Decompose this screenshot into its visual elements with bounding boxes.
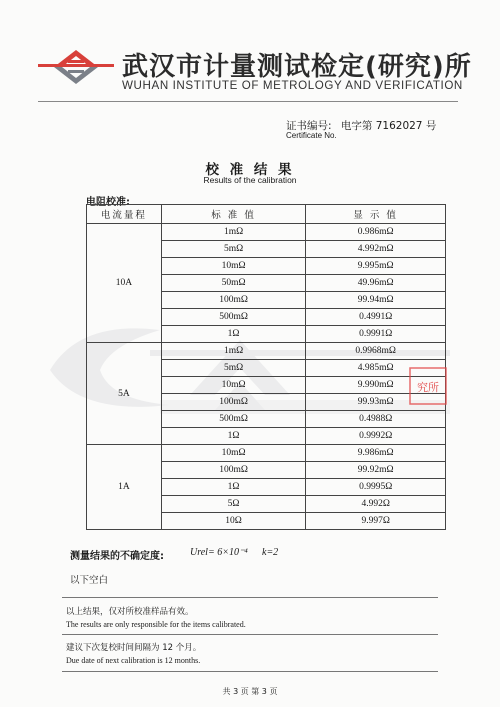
coverage-factor: k=2 [262, 547, 279, 558]
cert-no-label-en: Certificate No. [286, 131, 337, 140]
standard-cell: 100mΩ [161, 394, 306, 411]
display-cell: 49.96mΩ [306, 275, 446, 292]
blank-below-note: 以下空白 [70, 575, 109, 586]
institute-logo-icon [38, 46, 114, 88]
range-cell: 1A [87, 445, 162, 530]
display-cell: 9.995mΩ [306, 258, 446, 275]
uncertainty-label: 测量结果的不确定度: [70, 551, 164, 562]
validity-note-cn: 以上结果，仅对所校准样品有效。 [66, 607, 194, 617]
standard-cell: 10mΩ [161, 377, 306, 394]
display-cell: 99.94mΩ [306, 292, 446, 309]
standard-cell: 5mΩ [161, 241, 306, 258]
next-calibration-en: Due date of next calibration is 12 months. [66, 656, 201, 665]
institute-name-cn: 武汉市计量测试检定(研究)所 [122, 52, 472, 82]
standard-cell: 5mΩ [161, 360, 306, 377]
standard-cell: 1Ω [161, 326, 306, 343]
uncertainty-value: Urel= 6×10⁻⁴ [190, 547, 248, 558]
section-label: 电阻校准: [86, 197, 130, 208]
standard-cell: 50mΩ [161, 275, 306, 292]
standard-cell: 5Ω [161, 496, 306, 513]
display-cell: 0.4988Ω [306, 411, 446, 428]
header-divider [38, 101, 458, 102]
notes-divider-mid [62, 634, 438, 635]
cert-no-value: 电字第 7162027 号 [340, 120, 437, 132]
display-cell: 9.990mΩ [306, 377, 446, 394]
standard-cell: 100mΩ [161, 292, 306, 309]
range-cell: 10A [87, 224, 162, 343]
display-cell: 0.9992Ω [306, 428, 446, 445]
display-cell: 9.986mΩ [306, 445, 446, 462]
standard-cell: 500mΩ [161, 309, 306, 326]
range-cell: 5A [87, 343, 162, 445]
official-stamp-icon [408, 366, 448, 406]
display-cell: 0.9968mΩ [306, 343, 446, 360]
table-row [87, 445, 446, 462]
table-row [87, 343, 446, 360]
header-displayed-value: 显 示 值 [306, 205, 446, 224]
display-cell: 4.992Ω [306, 496, 446, 513]
page-number: 共 3 页 第 3 页 [222, 687, 278, 696]
display-cell: 0.986mΩ [306, 224, 446, 241]
stamp-text: 究所 [417, 381, 439, 394]
standard-cell: 10mΩ [161, 258, 306, 275]
display-cell: 0.9991Ω [306, 326, 446, 343]
display-cell: 4.992mΩ [306, 241, 446, 258]
display-cell: 99.92mΩ [306, 462, 446, 479]
table-header-row [87, 205, 446, 224]
standard-cell: 500mΩ [161, 411, 306, 428]
standard-cell: 1mΩ [161, 224, 306, 241]
standard-cell: 10mΩ [161, 445, 306, 462]
page-title-cn: 校 准 结 果 [205, 162, 295, 178]
table-row [87, 224, 446, 241]
page-title-en: Results of the calibration [203, 175, 297, 185]
display-cell: 4.985mΩ [306, 360, 446, 377]
standard-cell: 1Ω [161, 479, 306, 496]
calibration-table [86, 204, 446, 530]
header-standard-value: 标 准 值 [161, 205, 306, 224]
display-cell: 99.93mΩ [306, 394, 446, 411]
cert-no-label-cn: 证书编号: [286, 120, 332, 132]
display-cell: 0.9995Ω [306, 479, 446, 496]
next-calibration-cn: 建议下次复校时间间隔为 12 个月。 [66, 643, 202, 653]
institute-name-en: WUHAN INSTITUTE OF METROLOGY AND VERIFICATION [122, 79, 463, 92]
standard-cell: 100mΩ [161, 462, 306, 479]
notes-divider-bottom [62, 671, 438, 672]
validity-note-en: The results are only responsible for the items calibrated. [66, 620, 246, 629]
standard-cell: 1mΩ [161, 343, 306, 360]
display-cell: 0.4991Ω [306, 309, 446, 326]
display-cell: 9.997Ω [306, 513, 446, 530]
standard-cell: 1Ω [161, 428, 306, 445]
header-current-range: 电流量程 [87, 205, 162, 224]
notes-divider-top [62, 597, 438, 598]
standard-cell: 10Ω [161, 513, 306, 530]
